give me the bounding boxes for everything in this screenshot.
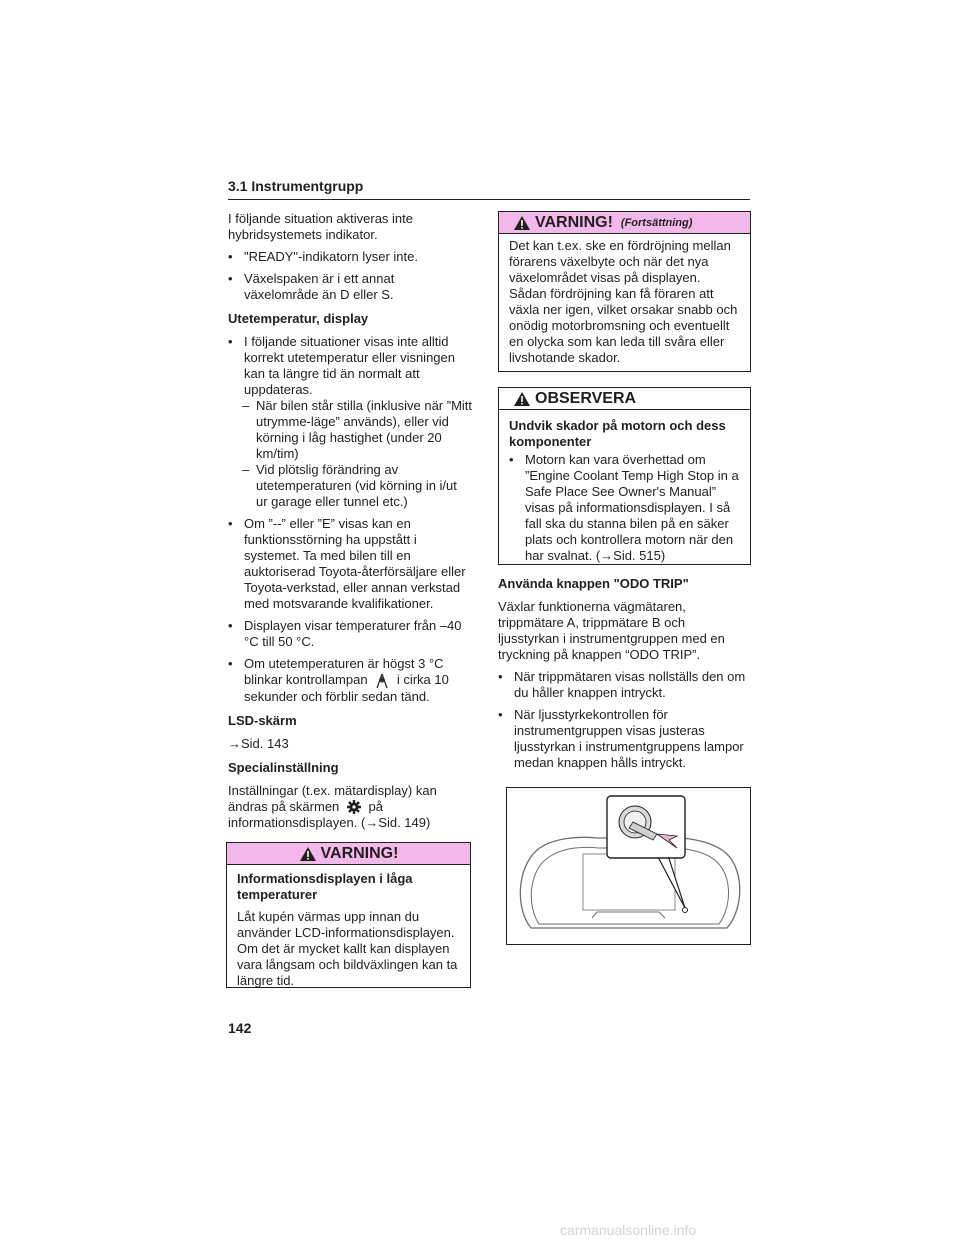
list-item: • "READY"-indikatorn lyser inte.: [228, 249, 472, 265]
warning-box-header: [227, 843, 470, 865]
warning-continued-title: VARNING!: [535, 213, 613, 231]
notice-title: OBSERVERA: [535, 389, 637, 407]
warning-title: VARNING!: [320, 844, 399, 862]
warning-continued-text: Det kan t.ex. ske en fördröjning mellan förarens växelbyte och när det nya växelområdet visas på displayen. Sådan fördröjning kan få föraren att växla ner igen, vilket orsakar snabb och onödig motorbromsning och eventuellt en olycka som kan leda till svåra eller livshotande skador.: [509, 238, 738, 365]
notice-subtitle: Undvik skador på motorn och dess komponenter: [509, 418, 726, 449]
continued-label: (Fortsättning): [620, 216, 693, 229]
heading-lsd: LSD-skärm: [228, 712, 297, 728]
intro-text: I följande situation aktiveras inte hybridsystemets indikator.: [228, 211, 413, 242]
warning-triangle-icon: [299, 846, 317, 862]
instrument-cluster-illustration: [506, 787, 751, 945]
heading-special: Specialinställning: [228, 759, 339, 775]
special-text: [228, 783, 472, 832]
heading-outside-temp: Utetemperatur, display: [228, 311, 369, 326]
dash-item: – Vid plötslig förändring av utetemperaturen (vid körning in i/ut ur garage eller tunnel etc.): [242, 462, 457, 509]
warning-subtitle: Informationsdisplayen i låga temperaturer: [237, 871, 413, 902]
cluster-drawing: [507, 788, 750, 944]
list-item: [228, 656, 472, 705]
dash-item: – När bilen står stilla (inklusive när ”Mitt utrymme-läge” används), eller vid körning i låg hastighet (under 20 km/tim): [242, 398, 473, 461]
odo-text: Växlar funktionerna vägmätaren, trippmätare A, trippmätare B och ljusstyrkan i instrumentgruppen med en tryckning på knappen “ODO TRIP”.: [498, 599, 725, 662]
list-item: • Displayen visar temperaturer från –40 °C till 50 °C.: [228, 618, 472, 650]
page-number: 142: [228, 1020, 252, 1036]
warning-continued-box: [498, 211, 751, 372]
warning-box-body: [227, 865, 470, 1003]
notice-box-header: [499, 388, 750, 410]
list-item: • Motorn kan vara överhettad om ”Engine Coolant Temp High Stop in a Safe Place See Owner's Manual” visas på informationsdisplayen. I så fall ska du stanna bilen på en säker plats och kontrollera motorn när den har svalnat. (→Sid. 515): [509, 452, 740, 564]
list-item-text: Om utetemperaturen är högst 3 °C blinkar kontrollampan: [244, 656, 444, 687]
special-text-b: på informationsdisplayen. (→Sid. 149): [228, 798, 431, 831]
page-ref-link[interactable]: →Sid. 143: [228, 735, 289, 751]
section-rule: [228, 199, 750, 200]
dash-item-text: När bilen står stilla (inklusive när ”Mitt utrymme-läge” används), eller vid körning i låg hastighet (under 20 km/tim): [256, 398, 473, 461]
special-text-a: Inställningar (t.ex. mätardisplay) kan ändras på skärmen: [228, 782, 437, 814]
snowflake-road-icon: [374, 673, 390, 689]
list-item-text: i cirka 10 sekunder och förblir sedan tänd.: [244, 672, 449, 704]
settings-gear-icon: [346, 799, 362, 815]
heading-odo-trip: Använda knappen "ODO TRIP": [498, 576, 689, 591]
dash-item-text: Vid plötslig förändring av utetemperaturen (vid körning in i/ut ur garage eller tunnel etc.): [256, 462, 457, 509]
warning-text: Låt kupén värmas upp innan du använder LCD-informationsdisplayen. Om det är mycket kallt kan displayen vara långsam och bildväxlingen kan ta längre tid.: [237, 909, 458, 988]
list-item: • När trippmätaren visas nollställs den om du håller knappen intryckt.: [498, 669, 750, 701]
warning-box: [226, 842, 471, 988]
list-item: • När ljusstyrkekontrollen för instrumentgruppen visas justeras ljusstyrkan i instrumentgruppens lampor medan knappen hålls intryckt.: [498, 707, 750, 771]
left-column: [228, 211, 472, 837]
list-item: • Om ”--” eller ”E” visas kan en funktionsstörning ha uppstått i systemet. Ta med bilen till en auktoriserad Toyota-återförsäljare eller Toyota-verkstad, eller annan verkstad med motsvarande kvalifikationer.: [228, 516, 472, 612]
notice-box-body: [499, 410, 750, 572]
right-column: [498, 576, 750, 777]
watermark: carmanualsonline.info: [560, 1222, 697, 1238]
warning-continued-header: [499, 212, 750, 234]
warning-triangle-icon: [513, 215, 531, 231]
warning-triangle-icon: [513, 391, 531, 407]
warning-continued-body: [499, 234, 750, 380]
notice-box: [498, 387, 751, 565]
list-item: • Växelspaken är i ett annat växelområde än D eller S.: [228, 271, 472, 303]
list-item: • I följande situationer visas inte alltid korrekt utetemperatur eller visningen kan ta längre tid än normalt att uppdateras.: [228, 334, 472, 398]
section-title: 3.1 Instrumentgrupp: [228, 178, 364, 194]
